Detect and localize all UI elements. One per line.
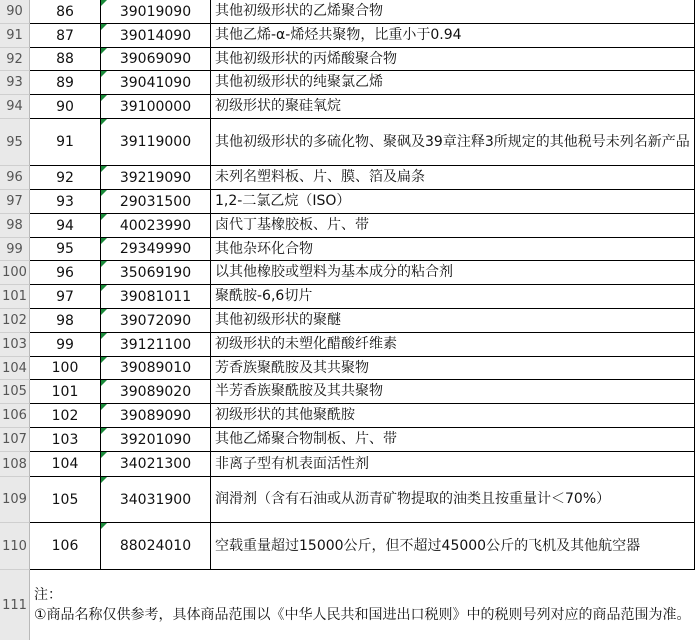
name-cell[interactable]: 其他初级形状的纯聚氯乙烯 (211, 71, 695, 95)
code-text: 39089090 (119, 407, 192, 424)
seq-cell[interactable]: 93 (30, 190, 101, 214)
seq-cell[interactable]: 101 (30, 380, 101, 404)
name-cell[interactable]: 初级形状的其他聚酰胺 (211, 404, 695, 428)
row-header[interactable]: 107 (0, 428, 30, 452)
code-text: 88024010 (119, 538, 192, 554)
note-title: 注： (34, 587, 62, 603)
name-cell[interactable]: 空载重量超过15000公斤，但不超过45000公斤的飞机及其他航空器 (211, 523, 695, 570)
code-cell[interactable] (101, 404, 211, 428)
code-text: 39019090 (119, 3, 192, 20)
name-cell[interactable]: 其他乙烯-α-烯烃共聚物，比重小于0.94 (211, 24, 695, 48)
seq-cell[interactable]: 99 (30, 333, 101, 357)
text-marker-icon (101, 214, 107, 220)
table-row (0, 477, 695, 523)
table-row (0, 166, 695, 190)
code-text: 39089010 (119, 360, 192, 376)
seq-cell[interactable]: 106 (30, 523, 101, 570)
row-header[interactable]: 96 (0, 166, 30, 190)
code-cell[interactable] (101, 119, 211, 166)
table-row (0, 404, 695, 428)
seq-cell[interactable]: 97 (30, 285, 101, 309)
seq-cell[interactable]: 95 (30, 238, 101, 261)
row-header[interactable]: 105 (0, 380, 30, 404)
code-cell[interactable] (101, 190, 211, 214)
text-marker-icon (101, 380, 107, 386)
seq-cell[interactable]: 88 (30, 48, 101, 71)
name-cell[interactable]: 初级形状的聚硅氧烷 (211, 95, 695, 119)
code-text: 39100000 (119, 98, 192, 115)
name-cell[interactable]: 芳香族聚酰胺及其共聚物 (211, 357, 695, 380)
seq-cell[interactable]: 100 (30, 357, 101, 380)
code-cell[interactable] (101, 71, 211, 95)
text-marker-icon (101, 477, 107, 483)
seq-cell[interactable]: 87 (30, 24, 101, 48)
code-text: 39072090 (119, 312, 192, 329)
code-text: 39014090 (119, 27, 192, 44)
row-header[interactable]: 97 (0, 190, 30, 214)
name-cell[interactable]: 其他杂环化合物 (211, 238, 695, 261)
table-row (0, 71, 695, 95)
code-text: 35069190 (119, 264, 192, 281)
text-marker-icon (101, 285, 107, 291)
code-cell[interactable] (101, 261, 211, 285)
table-row (0, 309, 695, 333)
code-cell[interactable] (101, 238, 211, 261)
text-marker-icon (101, 190, 107, 196)
code-cell[interactable] (101, 452, 211, 477)
text-marker-icon (101, 523, 107, 529)
text-marker-icon (101, 309, 107, 315)
text-marker-icon (101, 166, 107, 172)
table-row (0, 333, 695, 357)
seq-cell[interactable]: 94 (30, 214, 101, 238)
name-cell[interactable]: 其他初级形状的聚醚 (211, 309, 695, 333)
code-cell[interactable] (101, 166, 211, 190)
row-header[interactable]: 108 (0, 452, 30, 477)
name-cell[interactable]: 未列名塑料板、片、膜、箔及扁条 (211, 166, 695, 190)
code-text: 39201090 (119, 431, 192, 448)
name-cell[interactable]: 初级形状的未塑化醋酸纤维素 (211, 333, 695, 357)
code-text: 39069090 (119, 51, 192, 67)
code-text: 34031900 (119, 491, 192, 508)
code-text: 39089020 (119, 383, 192, 400)
seq-cell[interactable]: 103 (30, 428, 101, 452)
row-header[interactable]: 100 (0, 261, 30, 285)
table-row (0, 285, 695, 309)
name-cell[interactable]: 其他初级形状的丙烯酸聚合物 (211, 48, 695, 71)
row-header[interactable]: 91 (0, 24, 30, 48)
row-header[interactable]: 90 (0, 0, 30, 24)
code-cell[interactable] (101, 24, 211, 48)
name-cell[interactable]: 卤代丁基橡胶板、片、带 (211, 214, 695, 238)
row-header[interactable]: 104 (0, 357, 30, 380)
name-cell[interactable]: 其他初级形状的乙烯聚合物 (211, 0, 695, 24)
seq-cell[interactable]: 92 (30, 166, 101, 190)
table-row (0, 261, 695, 285)
code-text: 39219090 (119, 169, 192, 186)
row-header[interactable]: 95 (0, 119, 30, 166)
code-text: 40023990 (119, 217, 192, 234)
text-marker-icon (101, 238, 107, 244)
row-header[interactable]: 92 (0, 48, 30, 71)
row-header[interactable]: 93 (0, 71, 30, 95)
code-cell[interactable] (101, 214, 211, 238)
table-row (0, 95, 695, 119)
name-cell[interactable]: 以其他橡胶或塑料为基本成分的粘合剂 (211, 261, 695, 285)
seq-cell[interactable]: 104 (30, 452, 101, 477)
table-row (0, 428, 695, 452)
row-header[interactable]: 103 (0, 333, 30, 357)
table-row (0, 238, 695, 261)
seq-cell[interactable]: 96 (30, 261, 101, 285)
row-header[interactable]: 106 (0, 404, 30, 428)
name-cell[interactable]: 其他初级形状的多硫化物、聚砜及39章注释3所规定的其他税号未列名新产品 (211, 119, 695, 166)
code-text: 29031500 (119, 193, 192, 210)
table-row (0, 119, 695, 166)
text-marker-icon (101, 357, 107, 363)
text-marker-icon (101, 261, 107, 267)
note-text: ①商品名称仅供参考，具体商品范围以《中华人民共和国进出口税则》中的税则号列对应的商品范围为准。 (34, 607, 691, 623)
row-header[interactable]: 98 (0, 214, 30, 238)
code-cell[interactable] (101, 380, 211, 404)
table-row (0, 452, 695, 477)
code-cell[interactable] (101, 48, 211, 71)
code-cell[interactable] (101, 285, 211, 309)
row-header[interactable]: 109 (0, 477, 30, 523)
row-header[interactable]: 94 (0, 95, 30, 119)
note-cell[interactable] (30, 570, 695, 640)
code-cell[interactable] (101, 95, 211, 119)
code-text: 29349990 (119, 241, 192, 257)
table-row (0, 523, 695, 570)
row-header[interactable]: 102 (0, 309, 30, 333)
row-header[interactable]: 101 (0, 285, 30, 309)
text-marker-icon (101, 404, 107, 410)
code-cell[interactable] (101, 0, 211, 24)
text-marker-icon (101, 428, 107, 434)
name-cell[interactable]: 非离子型有机表面活性剂 (211, 452, 695, 477)
seq-cell[interactable]: 102 (30, 404, 101, 428)
table-row (0, 380, 695, 404)
text-marker-icon (101, 119, 107, 125)
name-cell[interactable]: 半芳香族聚酰胺及其共聚物 (211, 380, 695, 404)
table-row (0, 0, 695, 24)
seq-cell[interactable]: 98 (30, 309, 101, 333)
seq-cell[interactable]: 90 (30, 95, 101, 119)
text-marker-icon (101, 48, 107, 54)
code-text: 34021300 (119, 456, 192, 472)
row-header[interactable]: 110 (0, 523, 30, 570)
text-marker-icon (101, 0, 107, 6)
seq-cell[interactable]: 89 (30, 71, 101, 95)
name-cell[interactable]: 1,2-二氯乙烷（ISO） (211, 190, 695, 214)
row-header[interactable]: 111 (0, 570, 30, 640)
text-marker-icon (101, 71, 107, 77)
name-cell[interactable]: 聚酰胺-6,6切片 (211, 285, 695, 309)
name-cell[interactable]: 润滑剂（含有石油或从沥青矿物提取的油类且按重量计＜70%） (211, 477, 695, 523)
code-text: 39121100 (119, 336, 192, 353)
code-text: 39041090 (119, 74, 192, 91)
text-marker-icon (101, 95, 107, 101)
code-cell[interactable] (101, 309, 211, 333)
text-marker-icon (101, 333, 107, 339)
table-row (0, 357, 695, 380)
table-row (0, 48, 695, 71)
code-cell[interactable] (101, 428, 211, 452)
row-header[interactable]: 99 (0, 238, 30, 261)
table-row (0, 24, 695, 48)
code-cell[interactable] (101, 477, 211, 523)
text-marker-icon (101, 452, 107, 458)
seq-cell[interactable]: 91 (30, 119, 101, 166)
name-cell[interactable]: 其他乙烯聚合物制板、片、带 (211, 428, 695, 452)
code-text: 39081011 (119, 288, 192, 305)
table-row (0, 214, 695, 238)
code-cell[interactable] (101, 523, 211, 570)
code-cell[interactable] (101, 357, 211, 380)
code-text: 39119000 (119, 134, 192, 150)
seq-cell[interactable]: 105 (30, 477, 101, 523)
code-cell[interactable] (101, 333, 211, 357)
table-row (0, 190, 695, 214)
seq-cell[interactable]: 86 (30, 0, 101, 24)
note-row (0, 570, 695, 640)
text-marker-icon (101, 24, 107, 30)
